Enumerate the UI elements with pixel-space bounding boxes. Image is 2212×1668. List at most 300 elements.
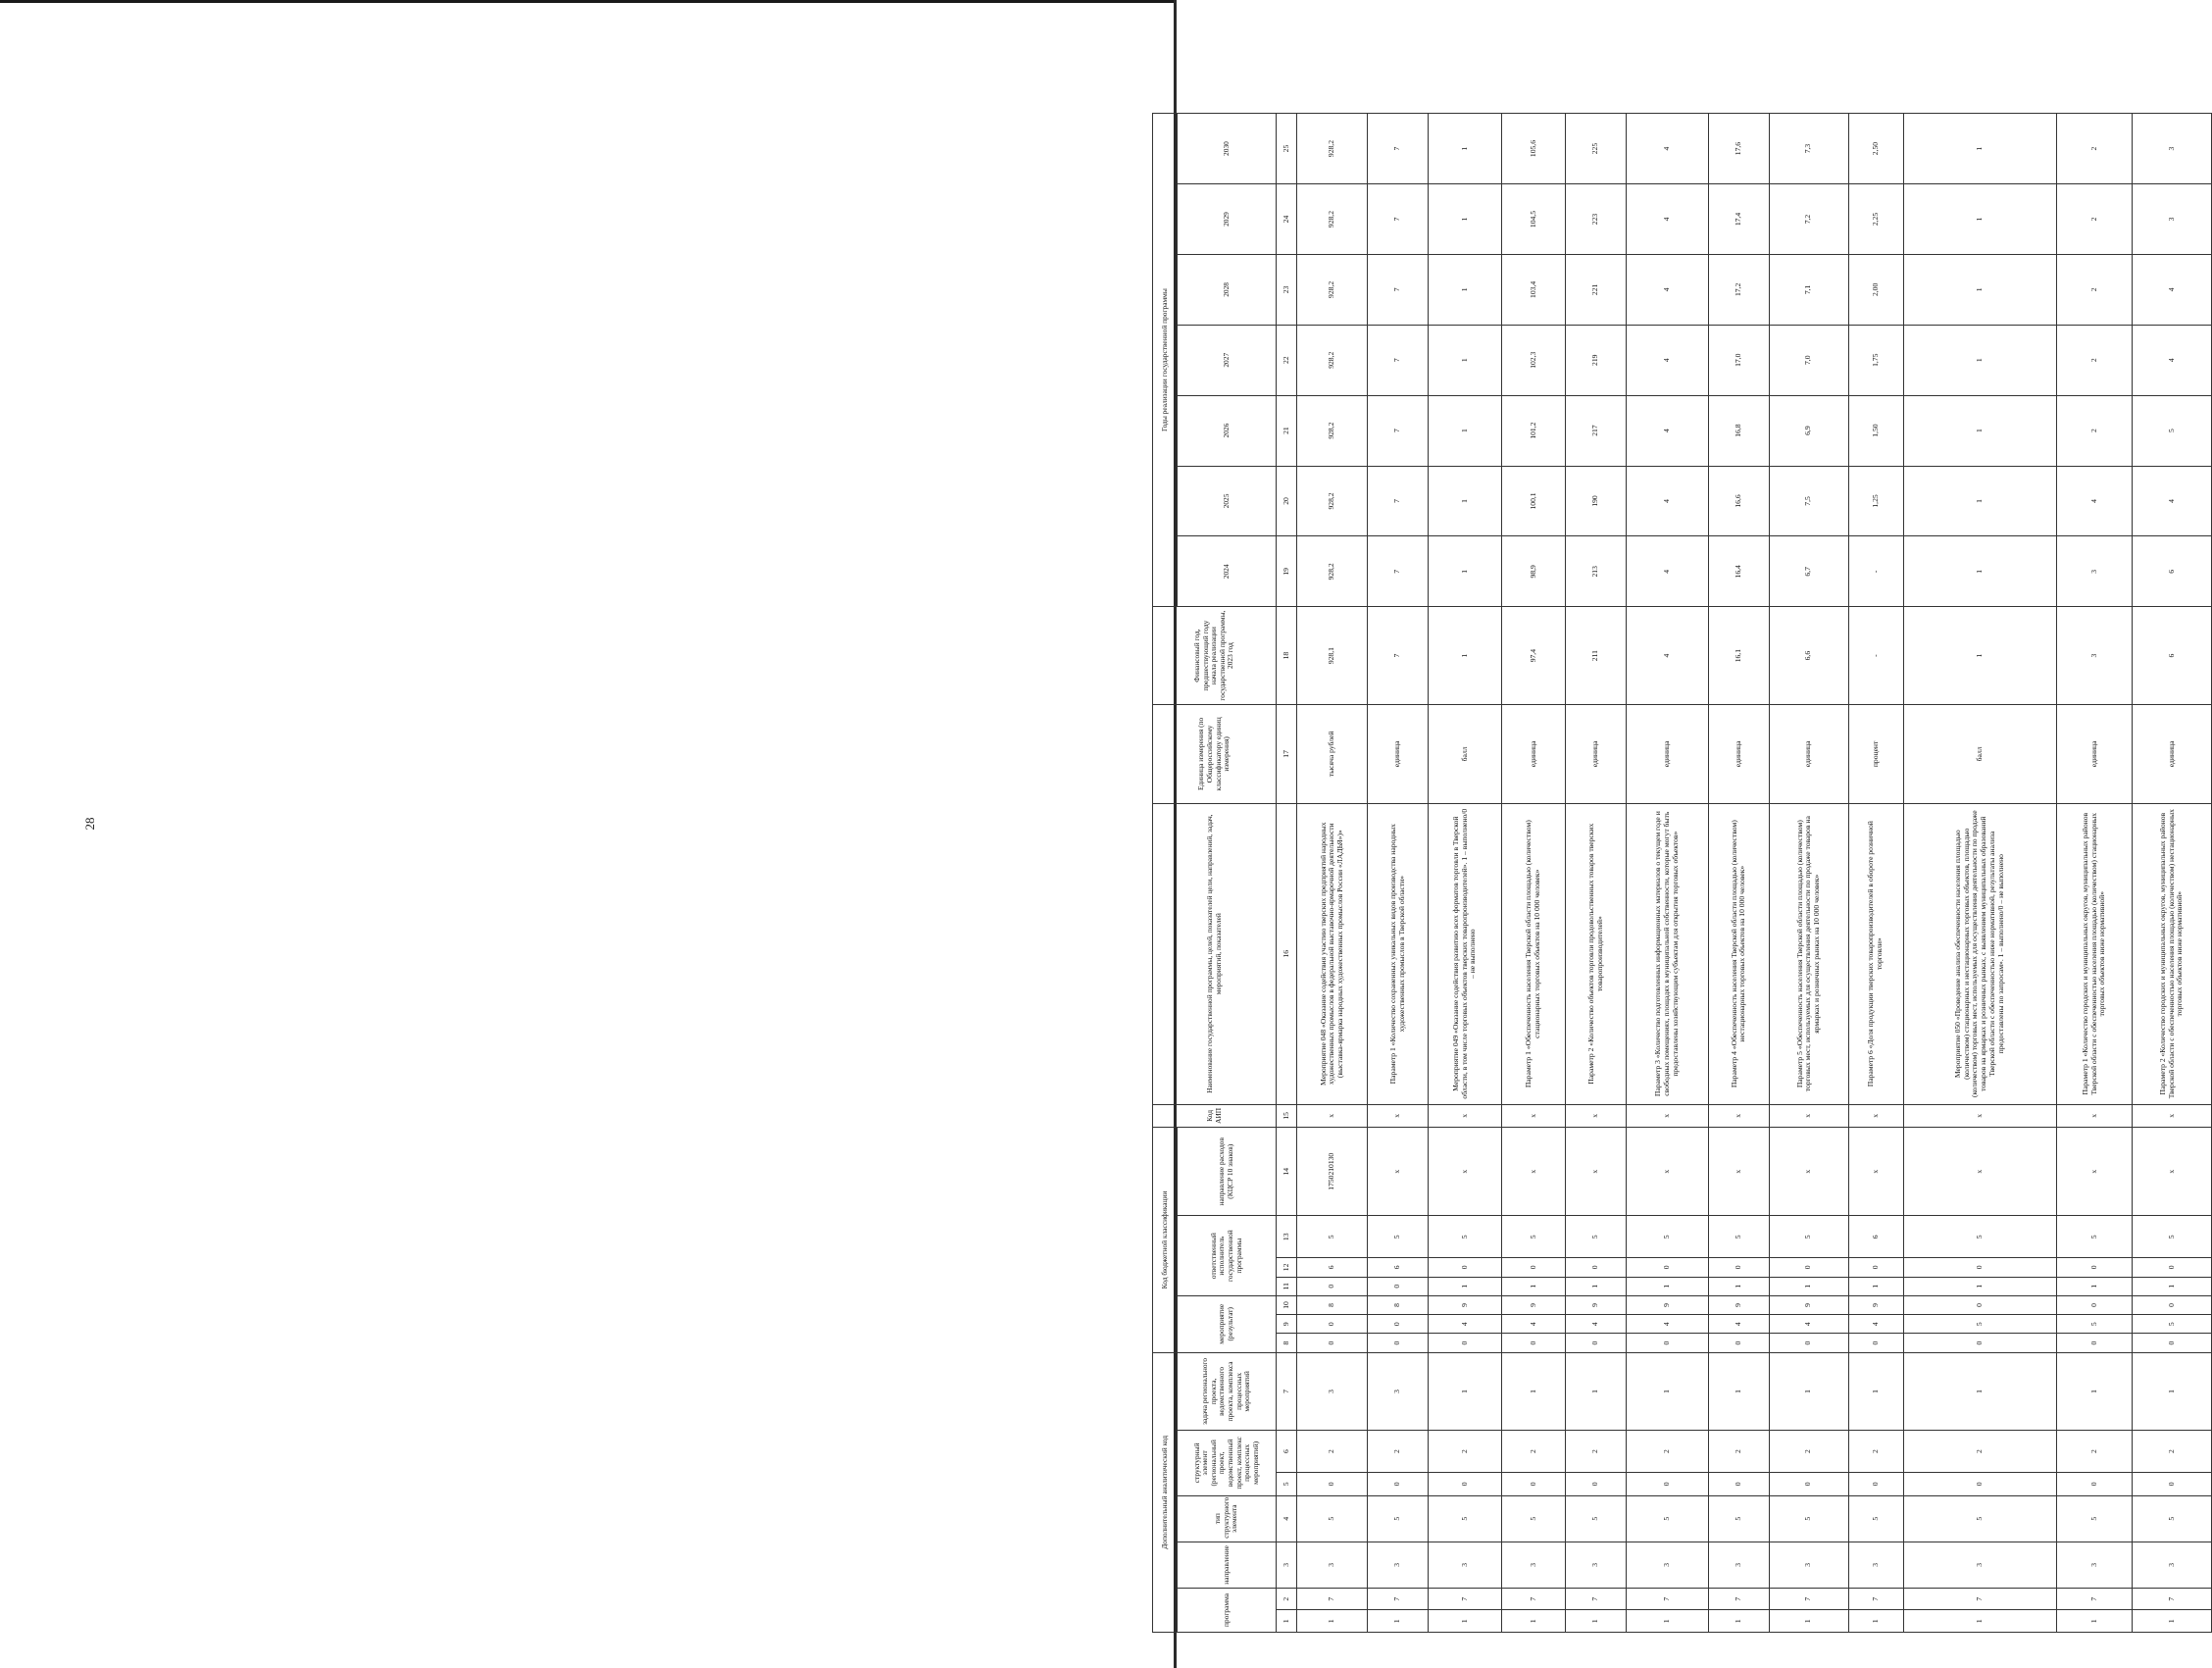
code-cell: 3 [1368, 1352, 1429, 1430]
table-row [2133, 114, 2212, 1633]
year-value-cell: 1 [1903, 325, 2056, 395]
aip-cell: х [1626, 1104, 1708, 1128]
code-cell: 3 [1848, 1542, 1903, 1588]
year-value-cell: 7 [1368, 536, 1429, 607]
code-cell: 0 [1428, 1334, 1501, 1352]
code-cell: 0 [1848, 1473, 1903, 1496]
year-value-cell: 7 [1368, 325, 1429, 395]
code-cell: 5 [2133, 1315, 2212, 1334]
code-cell: 5 [1848, 1495, 1903, 1542]
code-cell: 4 [1428, 1315, 1501, 1334]
code-cell: 7 [1502, 1588, 1566, 1610]
base-value-cell: 97,4 [1502, 607, 1566, 705]
code-cell: 3 [1297, 1542, 1368, 1588]
code-cell: 0 [2133, 1258, 2212, 1277]
code-cell: 1 [1709, 1610, 1770, 1633]
code-cell: 0 [1626, 1473, 1708, 1496]
code-cell: 0 [1502, 1473, 1566, 1496]
code-cell: 6 [1297, 1258, 1368, 1277]
expense-cell: х [1368, 1128, 1429, 1216]
year-value-cell: 100,1 [1502, 466, 1566, 536]
base-value-cell: 7 [1368, 607, 1429, 705]
year-value-cell: 7 [1368, 466, 1429, 536]
base-value-cell: 6 [2133, 607, 2212, 705]
base-value-cell: - [1848, 607, 1903, 705]
code-cell: 3 [1368, 1542, 1429, 1588]
header-year-2025: 2025 [1178, 466, 1277, 536]
code-cell: 9 [1709, 1295, 1770, 1314]
code-cell: 1 [1566, 1277, 1627, 1295]
unit-cell: единица [1566, 705, 1627, 804]
code-cell: 5 [1502, 1216, 1566, 1258]
name-cell: Мероприятие 048 «Оказание содействия участию тверских предприятий народных художественных промыслов в федеральной выставочно-ярмарочной деятельности (выставка-ярмарка народных художественных промыслов России «ЛАДЬЯ»)» [1297, 803, 1368, 1104]
header-name: Наименование государственной программы, целей, показателей цели, направлений, задач, мероприятий, показателей [1153, 803, 1277, 1104]
col-number: 14 [1277, 1128, 1297, 1216]
year-value-cell: 103,4 [1502, 254, 1566, 325]
unit-cell: единица [2056, 705, 2132, 804]
header-direction: направление [1178, 1542, 1277, 1588]
col-number: 11 [1277, 1277, 1297, 1295]
col-number: 7 [1277, 1352, 1297, 1430]
col-number: 20 [1277, 466, 1297, 536]
year-value-cell: 4 [1626, 114, 1708, 184]
aip-cell: х [1769, 1104, 1848, 1128]
expense-cell: х [2056, 1128, 2132, 1216]
year-value-cell: 102,3 [1502, 325, 1566, 395]
code-cell: 1 [2133, 1610, 2212, 1633]
year-value-cell: 1 [1903, 254, 2056, 325]
col-number: 25 [1277, 114, 1297, 184]
code-cell: 0 [2133, 1473, 2212, 1496]
year-value-cell: 928,2 [1297, 184, 1368, 255]
header-base-year: Финансовый год, предшествующий году начала реализации государственной программы, 2023 год [1153, 607, 1277, 705]
col-number: 2 [1277, 1588, 1297, 1610]
col-number: 24 [1277, 184, 1297, 255]
code-cell: 0 [1368, 1473, 1429, 1496]
base-value-cell: 1 [1903, 607, 2056, 705]
header-group-budget: Код бюджетной классификации [1153, 1128, 1178, 1353]
code-cell: 3 [2056, 1542, 2132, 1588]
year-value-cell: 1 [1428, 536, 1501, 607]
year-value-cell: 17,2 [1709, 254, 1770, 325]
code-cell: 1 [1626, 1610, 1708, 1633]
name-cell: Мероприятие 050 «Проведение анализа обеспеченности населения площадью (количеством) стационарных и нестационарных торговых объектов, площадью (количеством) торговых мест, используемых для осуществления деятельности по продаже товаров на ярмарках и розничных рынках, с выявлением муниципальных образований Тверской области с обеспеченностью ниже нормативной, результаты анализа предоставлены по запросам». 1 – выполнено/0 – не выполнено [1903, 803, 2056, 1104]
code-cell: 0 [1626, 1258, 1708, 1277]
code-cell: 0 [1428, 1258, 1501, 1277]
code-cell: 0 [2056, 1295, 2132, 1314]
code-cell: 0 [1502, 1258, 1566, 1277]
col-number: 13 [1277, 1216, 1297, 1258]
code-cell: 9 [1626, 1295, 1708, 1314]
code-cell: 0 [1903, 1334, 2056, 1352]
code-cell: 5 [1566, 1216, 1627, 1258]
year-value-cell: 7,5 [1769, 466, 1848, 536]
expense-cell: х [1848, 1128, 1903, 1216]
code-cell: 0 [1709, 1473, 1770, 1496]
year-value-cell: 3 [2133, 184, 2212, 255]
year-value-cell: 2,25 [1848, 184, 1903, 255]
unit-cell: процент [1848, 705, 1903, 804]
code-cell: 5 [1709, 1495, 1770, 1542]
name-cell: Параметр 1 «Количество сохраненных уникальных видов производства народных художественных промыслов в Тверской области» [1368, 803, 1429, 1104]
year-value-cell: 1 [1428, 395, 1501, 466]
code-cell: 0 [1368, 1334, 1429, 1352]
unit-cell: единица [1709, 705, 1770, 804]
code-cell: 1 [1368, 1610, 1429, 1633]
year-value-cell: 1 [1428, 254, 1501, 325]
col-number: 17 [1277, 705, 1297, 804]
code-cell: 0 [2133, 1295, 2212, 1314]
code-cell: 5 [1428, 1216, 1501, 1258]
code-cell: 1 [1709, 1277, 1770, 1295]
name-cell: Параметр 5 «Обеспеченность населения Тверской области площадью (количеством) торговых мест, используемых для осуществления деятельности по продаже товаров на ярмарках и розничных рынках на 10 000 человек» [1769, 803, 1848, 1104]
code-cell: 0 [1297, 1473, 1368, 1496]
col-number: 10 [1277, 1295, 1297, 1314]
code-cell: 0 [1297, 1315, 1368, 1334]
code-cell: 5 [1903, 1216, 2056, 1258]
year-value-cell: 7,1 [1769, 254, 1848, 325]
code-cell: 0 [1626, 1334, 1708, 1352]
code-cell: 7 [1626, 1588, 1708, 1610]
name-cell: Параметр 1 «Количество городских и муниципальных округов, муниципальных районов Тверской области с обеспеченностью населения площадью (количеством) стационарных торговых объектов ниже нормативной» [2056, 803, 2132, 1104]
page-number: 28 [82, 817, 97, 831]
code-cell: 2 [1368, 1431, 1429, 1473]
header-group-analytic: Дополнительный аналитический код [1153, 1352, 1178, 1632]
code-cell: 7 [1903, 1588, 2056, 1610]
scan-edge-top [0, 0, 1177, 3]
code-cell: 9 [1502, 1295, 1566, 1314]
code-cell: 0 [1502, 1334, 1566, 1352]
code-cell: 1 [2056, 1352, 2132, 1430]
year-value-cell: 213 [1566, 536, 1627, 607]
code-cell: 0 [1368, 1277, 1429, 1295]
year-value-cell: 1,50 [1848, 395, 1903, 466]
year-value-cell: 1 [1903, 114, 2056, 184]
header-struct-type: тип структурного элемента [1178, 1495, 1277, 1542]
code-cell: 1 [2056, 1610, 2132, 1633]
header-task: задача регионального проекта, ведомственного проекта, комплекса процессных мероприятий [1178, 1352, 1277, 1430]
year-value-cell: 223 [1566, 184, 1627, 255]
code-cell: 5 [2056, 1495, 2132, 1542]
name-cell: Параметр 1 «Обеспеченность населения Тверской области площадью (количеством) стационарных торговых объектов на 10 000 человек» [1502, 803, 1566, 1104]
year-value-cell: 2 [2056, 325, 2132, 395]
header-struct-element: структурный элемент (региональный проект, ведомственный проект, комплекс процессных мероприятий) [1178, 1431, 1277, 1495]
col-number: 15 [1277, 1104, 1297, 1128]
year-value-cell: 4 [2133, 466, 2212, 536]
code-cell: 2 [2133, 1431, 2212, 1473]
code-cell: 1 [2056, 1277, 2132, 1295]
code-cell: 9 [1769, 1295, 1848, 1314]
code-cell: 1 [1769, 1277, 1848, 1295]
year-value-cell: 1 [1903, 184, 2056, 255]
code-cell: 1 [1769, 1610, 1848, 1633]
header-executor: ответственный исполнитель государственной программы [1178, 1216, 1277, 1295]
year-value-cell: 7 [1368, 184, 1429, 255]
code-cell: 1 [1903, 1352, 2056, 1430]
aip-cell: х [1368, 1104, 1429, 1128]
name-cell: Параметр 6 «Доля продукции тверских товаропроизводителей в обороте розничной торговли» [1848, 803, 1903, 1104]
code-cell: 4 [1566, 1315, 1627, 1334]
year-value-cell: 190 [1566, 466, 1627, 536]
year-value-cell: 4 [1626, 536, 1708, 607]
year-value-cell: 928,2 [1297, 536, 1368, 607]
year-value-cell: 221 [1566, 254, 1627, 325]
year-value-cell: 1,75 [1848, 325, 1903, 395]
code-cell: 1 [1502, 1277, 1566, 1295]
col-number: 21 [1277, 395, 1297, 466]
name-cell: Параметр 4 «Обеспеченность населения Тверской области площадью (количеством) нестационарных торговых объектов на 10 000 человек» [1709, 803, 1770, 1104]
table-row [2056, 114, 2132, 1633]
code-cell: 0 [1848, 1258, 1903, 1277]
code-cell: 5 [1903, 1495, 2056, 1542]
code-cell: 4 [1626, 1315, 1708, 1334]
header-year-2026: 2026 [1178, 395, 1277, 466]
code-cell: 0 [1566, 1258, 1627, 1277]
code-cell: 1 [1297, 1610, 1368, 1633]
name-cell: Параметр 2 «Количество объектов торговли продовольственных товаров тверских товаропроизводителей» [1566, 803, 1627, 1104]
year-value-cell: - [1848, 536, 1903, 607]
code-cell: 5 [1297, 1216, 1368, 1258]
year-value-cell: 225 [1566, 114, 1627, 184]
code-cell: 7 [1566, 1588, 1627, 1610]
name-cell: Мероприятие 049 «Оказание содействия развитию всех форматов торговли в Тверской области, в том числе торговых объектов тверских товаропроизводителей». 1 – выполнено/0 – не выполнено [1428, 803, 1501, 1104]
code-cell: 0 [2056, 1473, 2132, 1496]
base-value-cell: 3 [2056, 607, 2132, 705]
header-years-group: Годы реализации государственной программы [1153, 114, 1178, 607]
code-cell: 1 [1903, 1277, 2056, 1295]
code-cell: 4 [1709, 1315, 1770, 1334]
col-number: 12 [1277, 1258, 1297, 1277]
year-value-cell: 6,7 [1769, 536, 1848, 607]
year-value-cell: 6 [2133, 536, 2212, 607]
code-cell: 3 [1626, 1542, 1708, 1588]
code-cell: 7 [1368, 1588, 1429, 1610]
code-cell: 7 [1769, 1588, 1848, 1610]
expense-cell: х [2133, 1128, 2212, 1216]
header-year-2029: 2029 [1178, 184, 1277, 255]
year-value-cell: 105,6 [1502, 114, 1566, 184]
code-cell: 1 [1566, 1352, 1627, 1430]
code-cell: 5 [1297, 1495, 1368, 1542]
year-value-cell: 4 [1626, 325, 1708, 395]
code-cell: 3 [1769, 1542, 1848, 1588]
year-value-cell: 7,2 [1769, 184, 1848, 255]
aip-cell: х [2056, 1104, 2132, 1128]
expense-cell: х [1903, 1128, 2056, 1216]
code-cell: 6 [1368, 1258, 1429, 1277]
year-value-cell: 2,00 [1848, 254, 1903, 325]
col-number: 8 [1277, 1334, 1297, 1352]
year-value-cell: 219 [1566, 325, 1627, 395]
col-number: 19 [1277, 536, 1297, 607]
code-cell: 7 [2056, 1588, 2132, 1610]
unit-cell: единица [1769, 705, 1848, 804]
code-cell: 1 [1566, 1610, 1627, 1633]
name-cell: Параметр 2 «Количество городских и муниципальных округов, муниципальных районов Тверской области с обеспеченностью населения площадью (количеством) нестационарных торговых объектов ниже нормативной» [2133, 803, 2212, 1104]
header-year-2030: 2030 [1178, 114, 1277, 184]
code-cell: 1 [2133, 1352, 2212, 1430]
code-cell: 5 [1626, 1495, 1708, 1542]
year-value-cell: 3 [2133, 114, 2212, 184]
year-value-cell: 4 [2133, 254, 2212, 325]
year-value-cell: 928,2 [1297, 466, 1368, 536]
unit-cell: единица [1626, 705, 1708, 804]
year-value-cell: 928,2 [1297, 395, 1368, 466]
code-cell: 5 [1626, 1216, 1708, 1258]
expense-cell: х [1769, 1128, 1848, 1216]
year-value-cell: 1 [1903, 466, 2056, 536]
code-cell: 0 [1903, 1295, 2056, 1314]
expense-cell: х [1428, 1128, 1501, 1216]
code-cell: 2 [1428, 1431, 1501, 1473]
year-value-cell: 17,4 [1709, 184, 1770, 255]
base-value-cell: 6,6 [1769, 607, 1848, 705]
expense-cell: х [1626, 1128, 1708, 1216]
year-value-cell: 3 [2056, 536, 2132, 607]
header-expense: направление расходов (КЦСР 10 знаков) [1178, 1128, 1277, 1216]
code-cell: 7 [2133, 1588, 2212, 1610]
code-cell: 2 [1297, 1431, 1368, 1473]
col-number: 23 [1277, 254, 1297, 325]
code-cell: 0 [1903, 1258, 2056, 1277]
year-value-cell: 16,4 [1709, 536, 1770, 607]
code-cell: 4 [1769, 1315, 1848, 1334]
year-value-cell: 7,0 [1769, 325, 1848, 395]
col-number: 6 [1277, 1431, 1297, 1473]
aip-cell: х [1709, 1104, 1770, 1128]
col-number: 3 [1277, 1542, 1297, 1588]
code-cell: 1 [1502, 1352, 1566, 1430]
code-cell: 8 [1368, 1295, 1429, 1314]
code-cell: 0 [2133, 1334, 2212, 1352]
year-value-cell: 7 [1368, 395, 1429, 466]
code-cell: 5 [2056, 1315, 2132, 1334]
code-cell: 0 [2056, 1258, 2132, 1277]
aip-cell: х [1502, 1104, 1566, 1128]
year-value-cell: 1 [1428, 466, 1501, 536]
year-value-cell: 4 [1626, 395, 1708, 466]
code-cell: 6 [1848, 1216, 1903, 1258]
program-indicators-table [1152, 113, 2212, 1633]
base-value-cell: 928,1 [1297, 607, 1368, 705]
year-value-cell: 1 [1428, 325, 1501, 395]
expense-cell: х [1709, 1128, 1770, 1216]
code-cell: 0 [1769, 1334, 1848, 1352]
year-value-cell: 7 [1368, 254, 1429, 325]
code-cell: 5 [1566, 1495, 1627, 1542]
code-cell: 5 [1368, 1495, 1429, 1542]
code-cell: 9 [1428, 1295, 1501, 1314]
code-cell: 2 [1848, 1431, 1903, 1473]
rotated-table-container [1152, 113, 2185, 1633]
year-value-cell: 4 [1626, 184, 1708, 255]
year-value-cell: 104,5 [1502, 184, 1566, 255]
code-cell: 1 [1848, 1277, 1903, 1295]
base-value-cell: 4 [1626, 607, 1708, 705]
unit-cell: единица [1502, 705, 1566, 804]
code-cell: 1 [2133, 1277, 2212, 1295]
year-value-cell: 98,9 [1502, 536, 1566, 607]
code-cell: 0 [1428, 1473, 1501, 1496]
code-cell: 1 [1769, 1352, 1848, 1430]
year-value-cell: 2 [2056, 184, 2132, 255]
year-value-cell: 2,50 [1848, 114, 1903, 184]
year-value-cell: 7,3 [1769, 114, 1848, 184]
table-row [1428, 114, 1501, 1633]
code-cell: 0 [1709, 1258, 1770, 1277]
code-cell: 5 [1502, 1495, 1566, 1542]
code-cell: 2 [1626, 1431, 1708, 1473]
expense-cell: х [1502, 1128, 1566, 1216]
year-value-cell: 1 [1428, 184, 1501, 255]
code-cell: 7 [1709, 1588, 1770, 1610]
table-row [1368, 114, 1429, 1633]
header-year-2024: 2024 [1178, 536, 1277, 607]
table-row [1903, 114, 2056, 1633]
unit-cell: единица [2133, 705, 2212, 804]
year-value-cell: 4 [1626, 254, 1708, 325]
code-cell: 0 [1368, 1315, 1429, 1334]
year-value-cell: 2 [2056, 114, 2132, 184]
year-value-cell: 16,6 [1709, 466, 1770, 536]
table-row [1709, 114, 1770, 1633]
unit-cell: балл [1428, 705, 1501, 804]
year-value-cell: 1 [1428, 114, 1501, 184]
base-value-cell: 1 [1428, 607, 1501, 705]
name-cell: Параметр 3 «Количество подготовленных информационных материалов о текущем годе и свободных помещениях, площадях в муниципальной собственности, которые могут быть предоставлены хозяйствующим субъектам для открытия торговых объектов» [1626, 803, 1708, 1104]
code-cell: 7 [1428, 1588, 1501, 1610]
table-row [1502, 114, 1566, 1633]
code-cell: 1 [1428, 1610, 1501, 1633]
code-cell: 8 [1297, 1295, 1368, 1314]
code-cell: 1 [1428, 1352, 1501, 1430]
year-value-cell: 7 [1368, 114, 1429, 184]
code-cell: 0 [2056, 1334, 2132, 1352]
table-row [1769, 114, 1848, 1633]
code-cell: 1 [1709, 1352, 1770, 1430]
unit-cell: тысяча рублей [1297, 705, 1368, 804]
code-cell: 3 [1709, 1542, 1770, 1588]
year-value-cell: 5 [2133, 395, 2212, 466]
code-cell: 4 [1502, 1315, 1566, 1334]
code-cell: 5 [1903, 1315, 2056, 1334]
expense-cell: 1750210130 [1297, 1128, 1368, 1216]
year-value-cell: 1 [1903, 395, 2056, 466]
column-numbers-row [1277, 114, 1297, 1633]
code-cell: 2 [1769, 1431, 1848, 1473]
code-cell: 0 [1297, 1277, 1368, 1295]
aip-cell: х [1297, 1104, 1368, 1128]
code-cell: 0 [1848, 1334, 1903, 1352]
code-cell: 2 [1502, 1431, 1566, 1473]
code-cell: 5 [1428, 1495, 1501, 1542]
code-cell: 0 [1709, 1334, 1770, 1352]
header-program: программа [1178, 1588, 1277, 1632]
table-row [1566, 114, 1627, 1633]
col-number: 9 [1277, 1315, 1297, 1334]
code-cell: 9 [1848, 1295, 1903, 1314]
table-row [1297, 114, 1368, 1633]
code-cell: 3 [1428, 1542, 1501, 1588]
year-value-cell: 6,9 [1769, 395, 1848, 466]
aip-cell: х [1566, 1104, 1627, 1128]
header-year-2028: 2028 [1178, 254, 1277, 325]
code-cell: 1 [1428, 1277, 1501, 1295]
year-value-cell: 101,2 [1502, 395, 1566, 466]
year-value-cell: 928,2 [1297, 325, 1368, 395]
col-number: 4 [1277, 1495, 1297, 1542]
code-cell: 7 [1297, 1588, 1368, 1610]
